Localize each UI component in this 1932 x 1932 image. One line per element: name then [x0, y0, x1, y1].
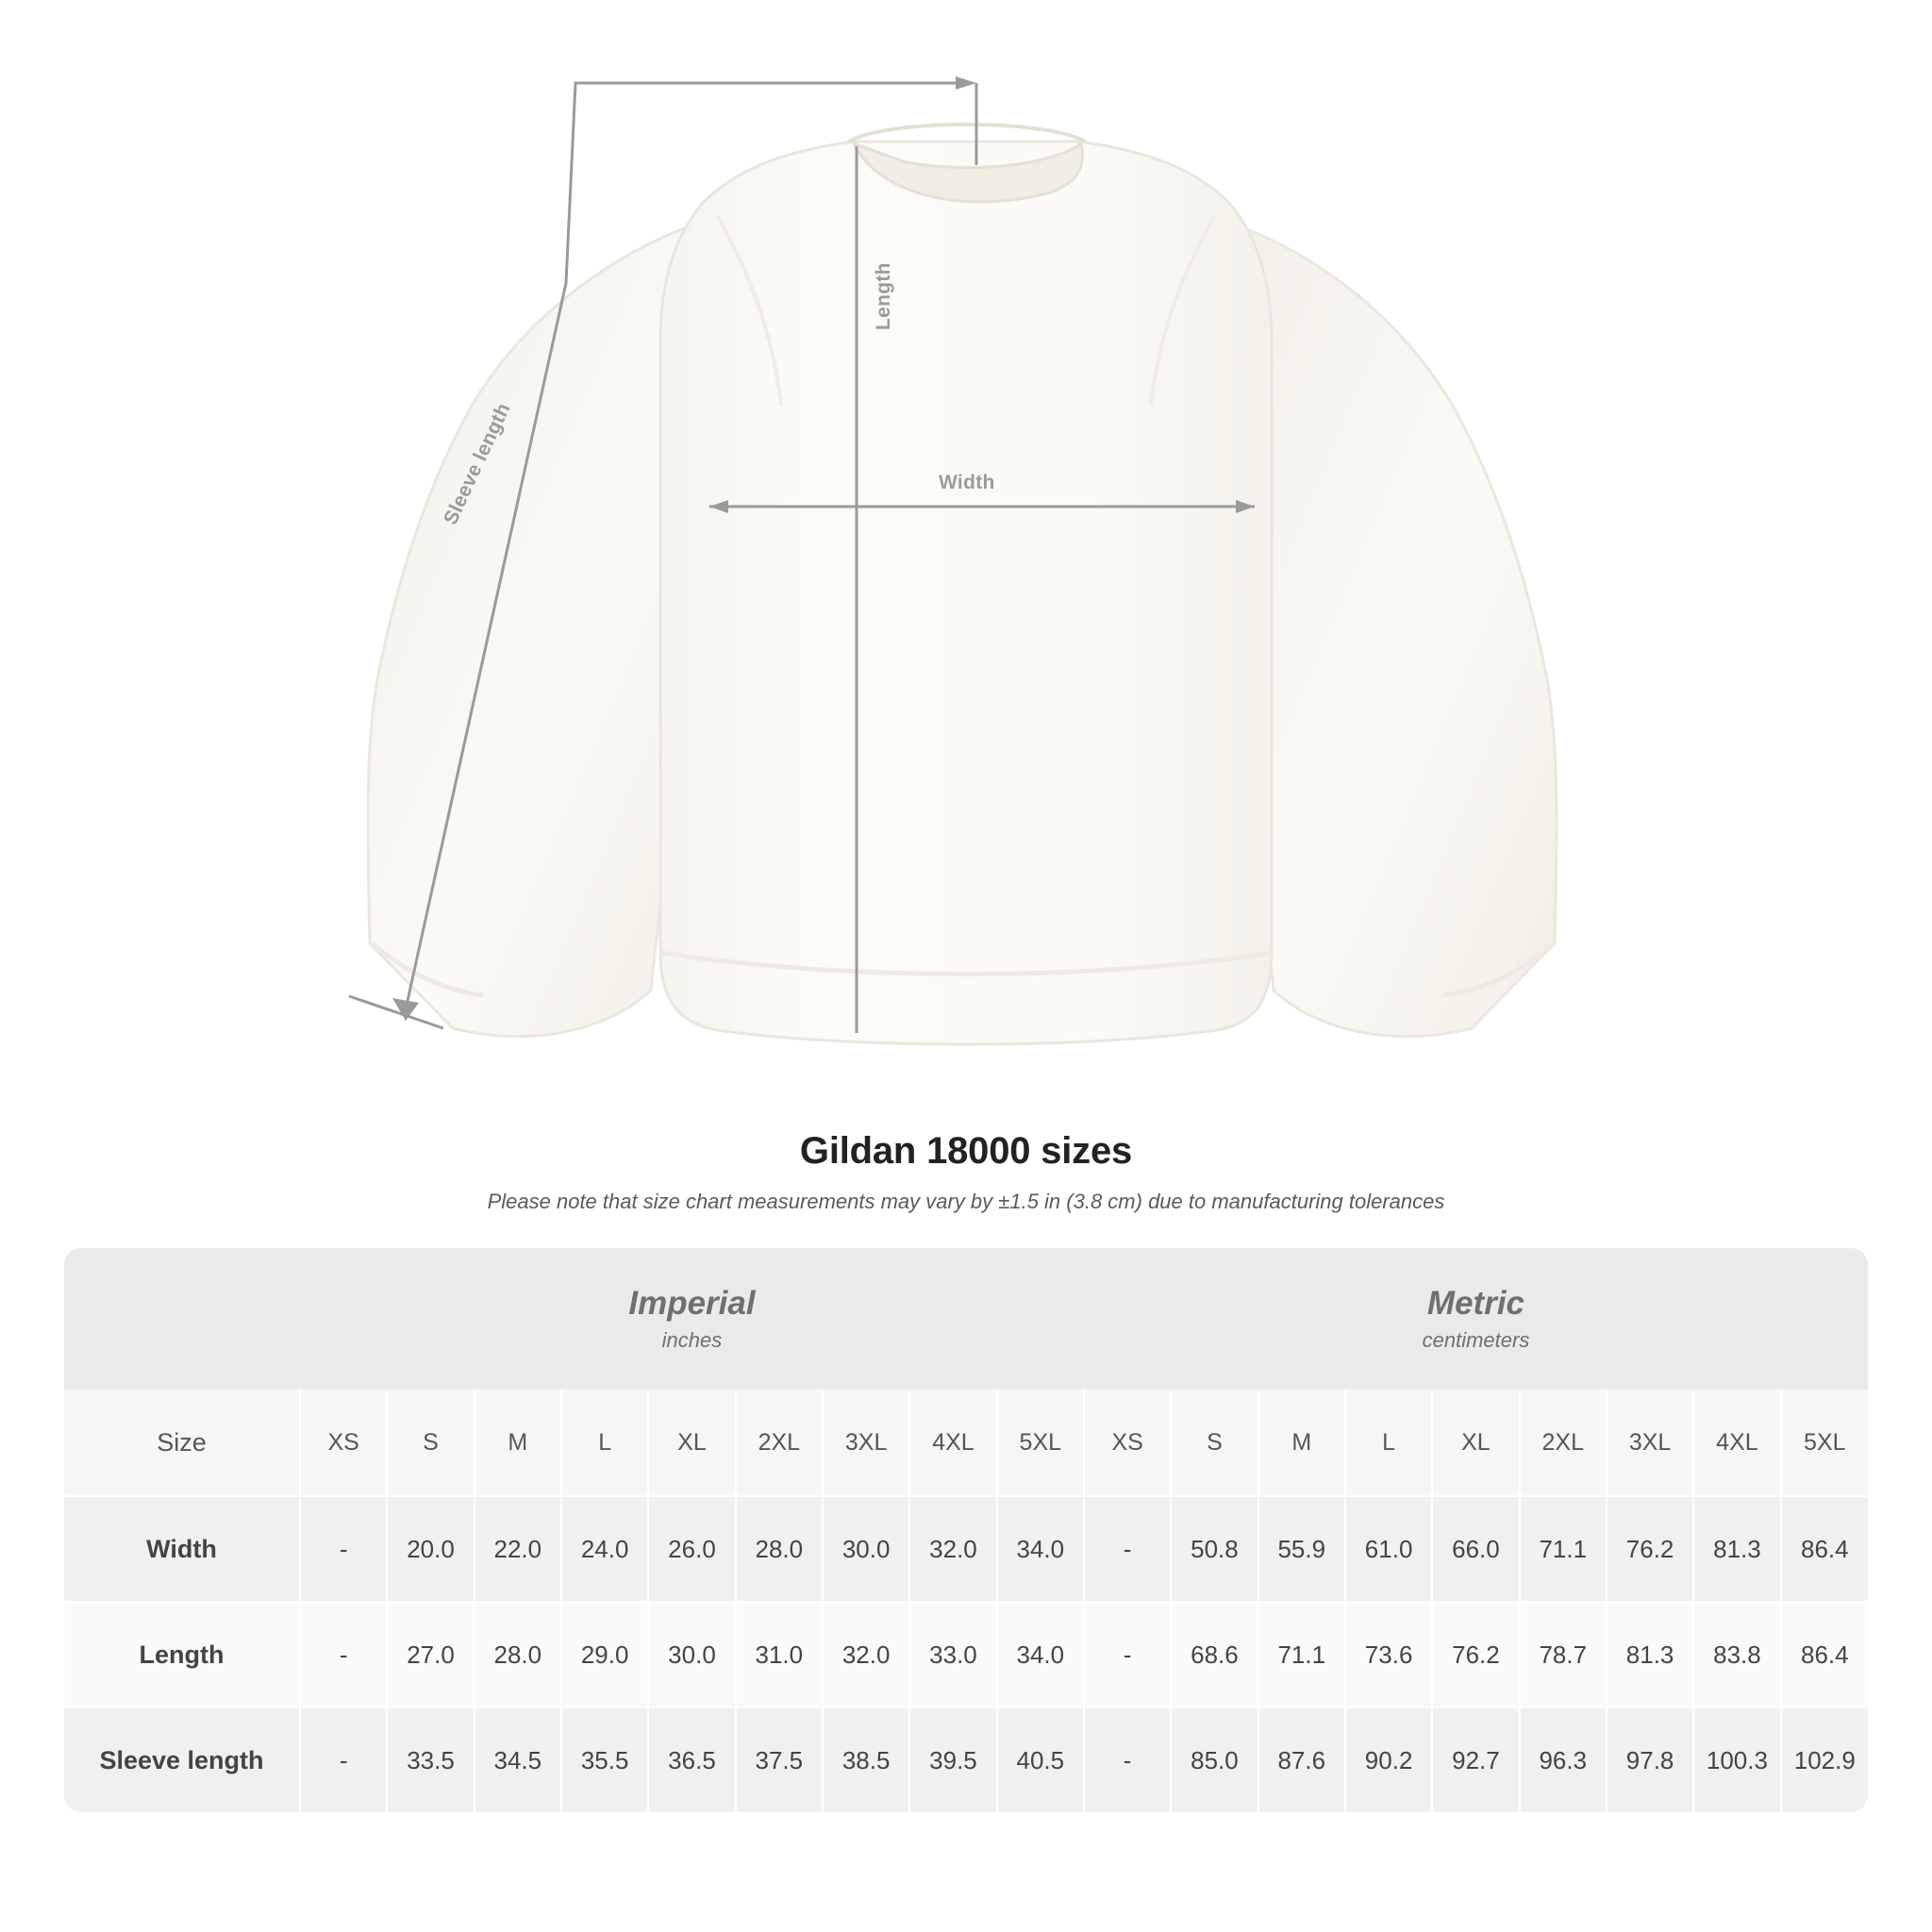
table-cell: 86.4	[1781, 1602, 1868, 1707]
table-cell: 73.6	[1345, 1602, 1432, 1707]
table-cell: 71.1	[1520, 1496, 1607, 1602]
table-cell: 28.0	[475, 1602, 561, 1707]
row-label: Width	[64, 1496, 300, 1602]
table-cell: 40.5	[997, 1707, 1084, 1812]
header-cell: XL	[1432, 1390, 1519, 1496]
header-cell: 3XL	[823, 1390, 909, 1496]
table-cell: 32.0	[909, 1496, 996, 1602]
length-dimension-label: Length	[873, 262, 894, 330]
table-cell: 96.3	[1520, 1707, 1607, 1812]
row-label: Sleeve length	[64, 1707, 300, 1812]
sleeve-arrow-top	[956, 76, 976, 90]
table-cell: 86.4	[1781, 1496, 1868, 1602]
header-cell: 5XL	[997, 1390, 1084, 1496]
table-cell: 37.5	[736, 1707, 823, 1812]
header-size-label: Size	[64, 1390, 300, 1496]
table-cell: -	[300, 1707, 387, 1812]
table-cell: 76.2	[1432, 1602, 1519, 1707]
header-cell: 5XL	[1781, 1390, 1868, 1496]
unit-header-row	[64, 1248, 1868, 1390]
table-cell: 35.5	[561, 1707, 648, 1812]
unit-corner-cell	[64, 1248, 300, 1390]
header-cell: S	[1171, 1390, 1257, 1496]
table-cell: 27.0	[387, 1602, 474, 1707]
table-cell: -	[1084, 1602, 1171, 1707]
table-cell: 71.1	[1258, 1602, 1345, 1707]
table-cell: 85.0	[1171, 1707, 1257, 1812]
table-cell: 36.5	[648, 1707, 735, 1812]
table-cell: 32.0	[823, 1602, 909, 1707]
size-table	[64, 1248, 1868, 1812]
table-cell: 30.0	[648, 1602, 735, 1707]
header-cell: M	[475, 1390, 561, 1496]
table-cell: 38.5	[823, 1707, 909, 1812]
header-cell: 4XL	[1693, 1390, 1780, 1496]
table-cell: -	[300, 1496, 387, 1602]
table-cell: -	[1084, 1707, 1171, 1812]
table-cell: 97.8	[1607, 1707, 1693, 1812]
table-cell: 87.6	[1258, 1707, 1345, 1812]
table-cell: 31.0	[736, 1602, 823, 1707]
table-cell: 34.5	[475, 1707, 561, 1812]
table-cell: 90.2	[1345, 1707, 1432, 1812]
collar-seam	[849, 125, 1085, 142]
table-row	[64, 1496, 1868, 1602]
header-cell: 2XL	[1520, 1390, 1607, 1496]
width-dimension-label: Width	[939, 472, 995, 493]
table-cell: 102.9	[1781, 1707, 1868, 1812]
table-cell: 100.3	[1693, 1707, 1780, 1812]
header-cell: 4XL	[909, 1390, 996, 1496]
header-cell: XL	[648, 1390, 735, 1496]
table-cell: 34.0	[997, 1496, 1084, 1602]
table-cell: 92.7	[1432, 1707, 1519, 1812]
size-header-row	[64, 1390, 1868, 1496]
table-cell: 66.0	[1432, 1496, 1519, 1602]
unit-metric-name: Metric	[1426, 1284, 1525, 1322]
table-cell: 76.2	[1607, 1496, 1693, 1602]
table-cell: -	[1084, 1496, 1171, 1602]
table-cell: 33.0	[909, 1602, 996, 1707]
unit-imperial-sub: inches	[661, 1328, 723, 1353]
table-cell: 30.0	[823, 1496, 909, 1602]
sleeve-dimension-label: Sleeve length	[440, 399, 515, 528]
unit-metric-sub: centimeters	[1422, 1328, 1530, 1353]
header-cell: L	[561, 1390, 648, 1496]
table-cell: 26.0	[648, 1496, 735, 1602]
row-label: Length	[64, 1602, 300, 1707]
unit-metric-cell	[1084, 1248, 1868, 1390]
table-cell: 81.3	[1693, 1496, 1780, 1602]
header-cell: XS	[300, 1390, 387, 1496]
body-shape	[660, 142, 1272, 1044]
table-cell: 34.0	[997, 1602, 1084, 1707]
table-cell: 33.5	[387, 1707, 474, 1812]
title-block	[0, 1130, 1932, 1214]
table-cell: 28.0	[736, 1496, 823, 1602]
header-cell: S	[387, 1390, 474, 1496]
table-cell: 24.0	[561, 1496, 648, 1602]
header-cell: 2XL	[736, 1390, 823, 1496]
table-row	[64, 1707, 1868, 1812]
header-cell: L	[1345, 1390, 1432, 1496]
table-cell: 50.8	[1171, 1496, 1257, 1602]
tolerance-note: Please note that size chart measurements may vary by ±1.5 in (3.8 cm) due to manufacturing tolerances	[487, 1190, 1445, 1213]
table-cell: 39.5	[909, 1707, 996, 1812]
table-cell: 55.9	[1258, 1496, 1345, 1602]
unit-imperial-name: Imperial	[628, 1284, 756, 1322]
table-cell: 29.0	[561, 1602, 648, 1707]
size-table-wrapper	[64, 1248, 1868, 1812]
header-cell: 3XL	[1607, 1390, 1693, 1496]
table-cell: -	[300, 1602, 387, 1707]
table-cell: 22.0	[475, 1496, 561, 1602]
table-cell: 61.0	[1345, 1496, 1432, 1602]
unit-imperial-cell	[300, 1248, 1084, 1390]
table-cell: 78.7	[1520, 1602, 1607, 1707]
table-cell: 68.6	[1171, 1602, 1257, 1707]
header-cell: XS	[1084, 1390, 1171, 1496]
table-cell: 20.0	[387, 1496, 474, 1602]
table-row	[64, 1602, 1868, 1707]
page-title: Gildan 18000 sizes	[799, 1130, 1133, 1172]
table-cell: 81.3	[1607, 1602, 1693, 1707]
table-cell: 83.8	[1693, 1602, 1780, 1707]
header-cell: M	[1258, 1390, 1345, 1496]
